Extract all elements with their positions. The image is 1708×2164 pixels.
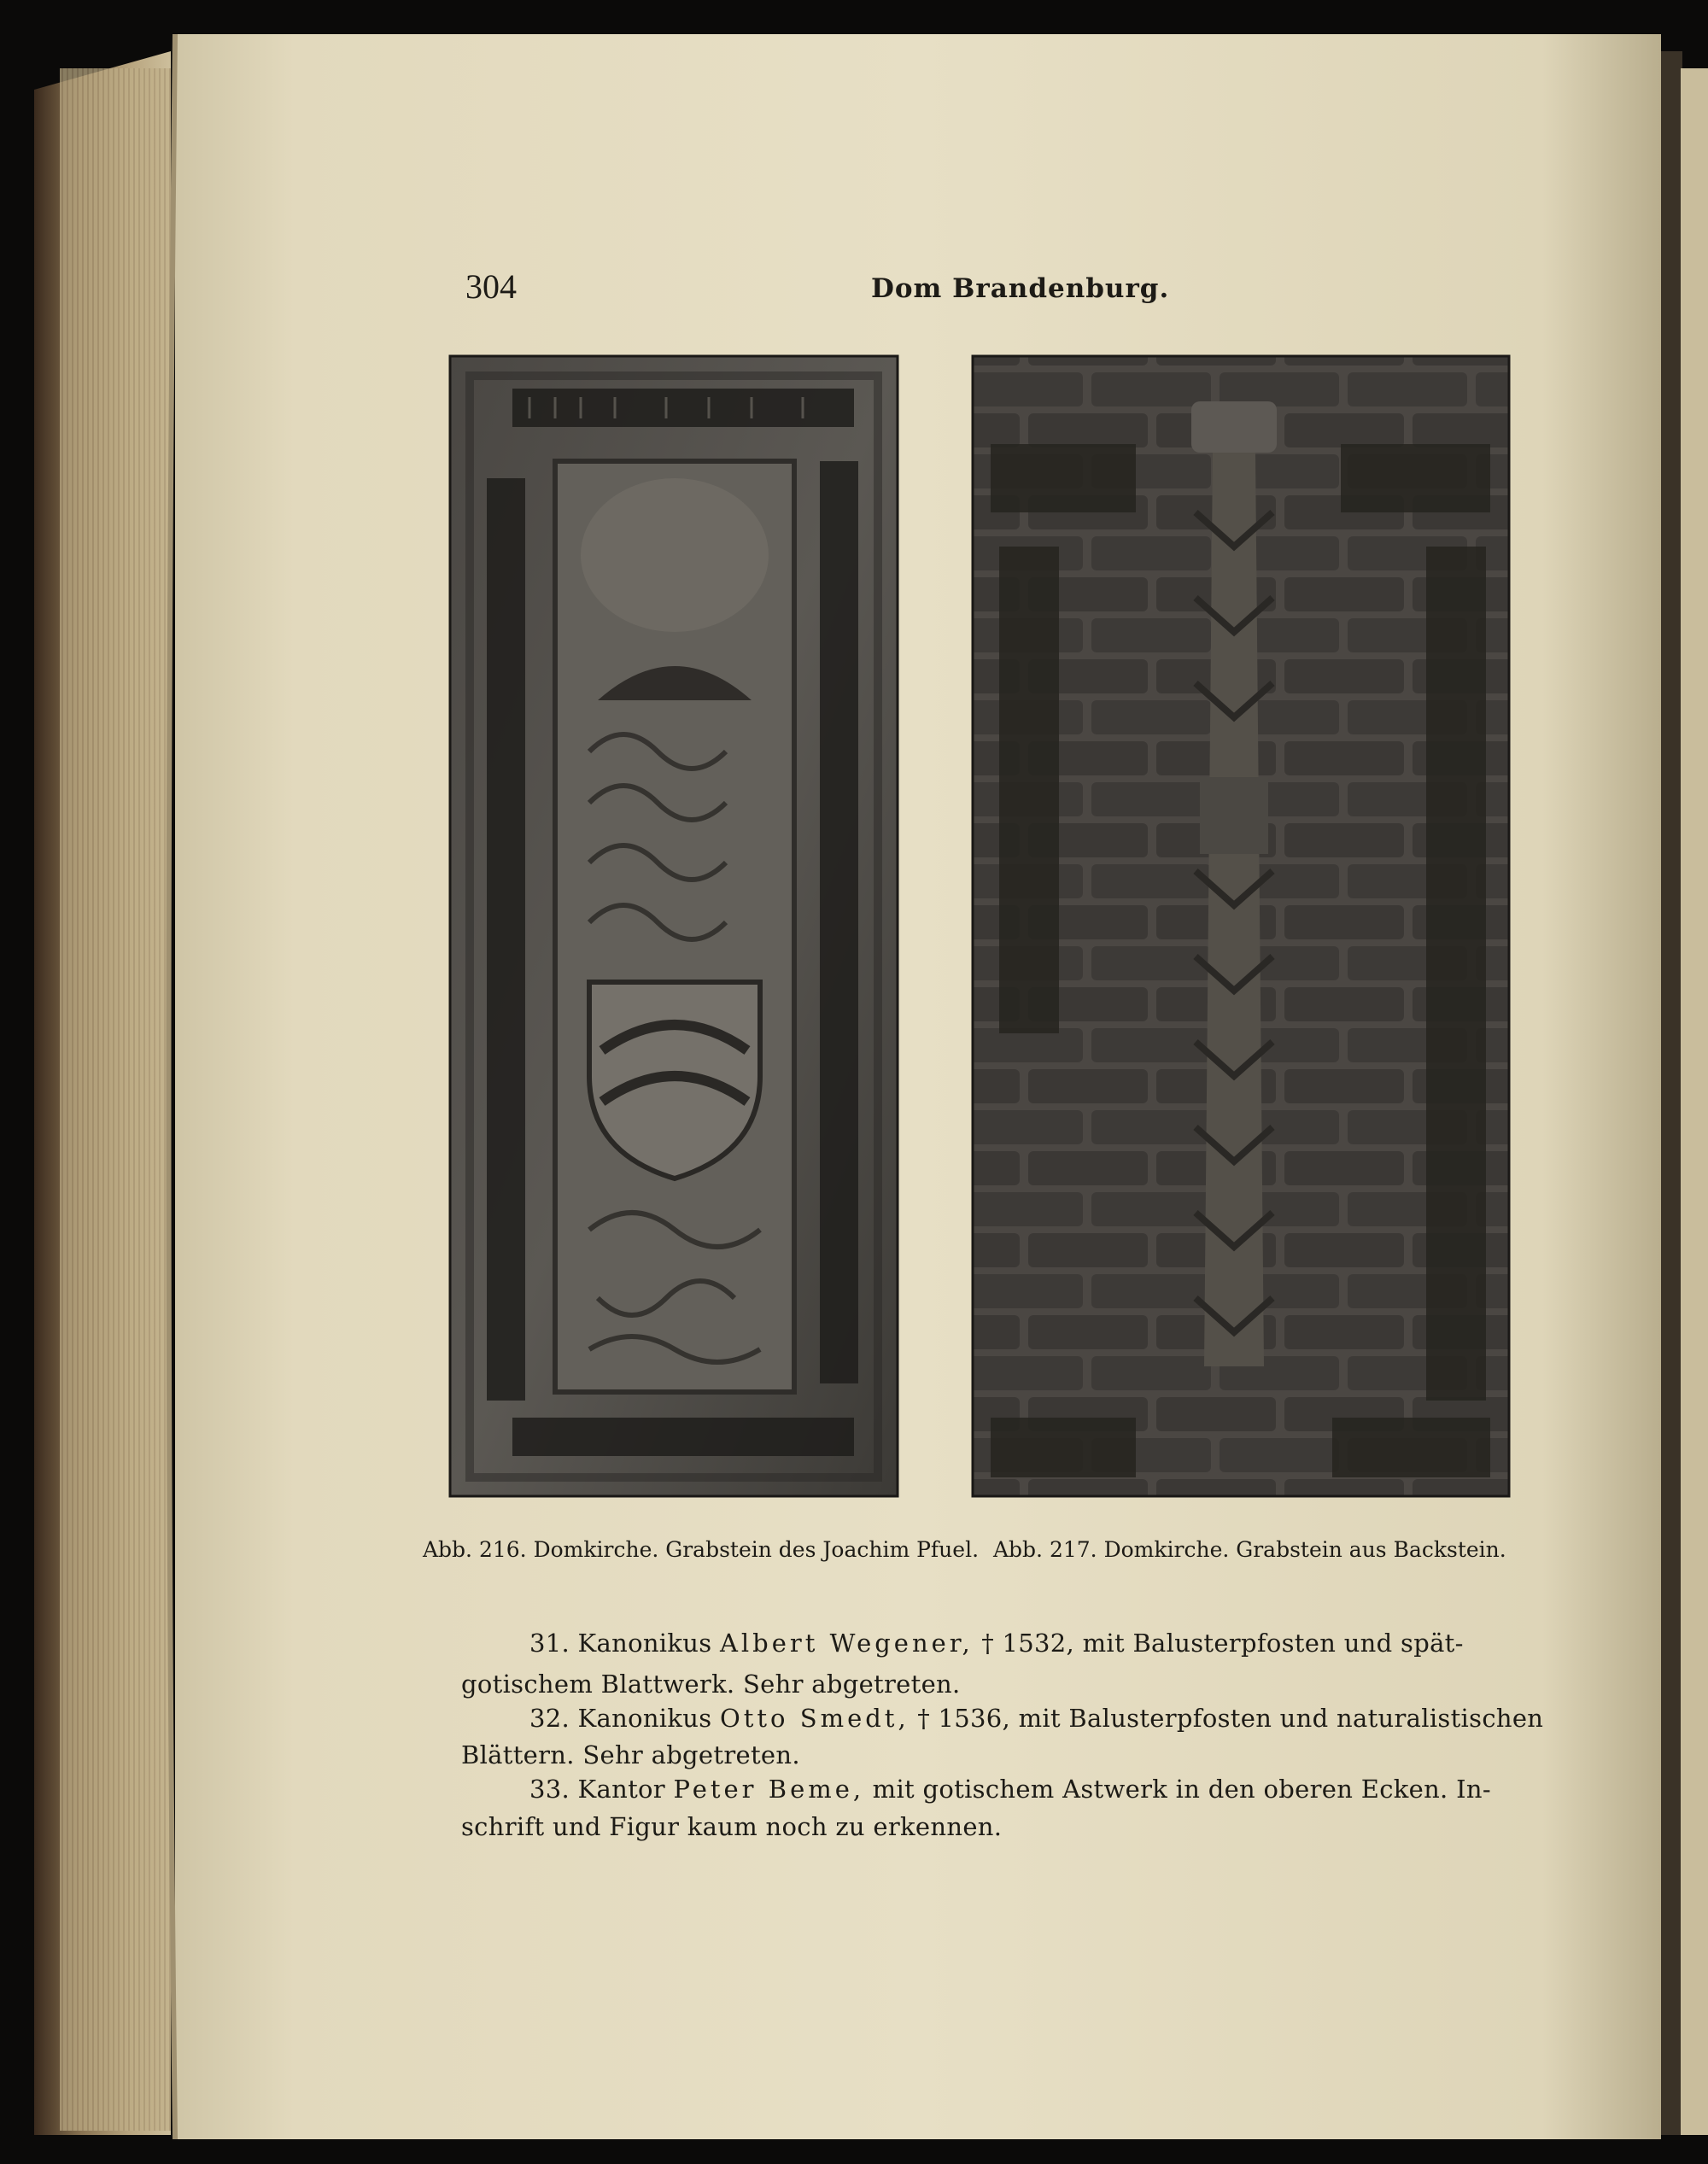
item-32-prefix: 32. Kanonikus [529, 1704, 712, 1733]
item-33-prefix: 33. Kantor [529, 1775, 665, 1804]
item-33-line-2: schrift und Figur kaum noch zu erkennen. [461, 1812, 1003, 1841]
item-33-line-1 [529, 1775, 1491, 1804]
figure-217-photo [973, 356, 1509, 1496]
item-31-name: Albert Wegener, [719, 1629, 974, 1658]
item-33-rest: mit gotischem Astwerk in den oberen Ecken. In- [872, 1775, 1491, 1804]
item-31-prefix: 31. Kanonikus [529, 1629, 712, 1658]
item-32-line-1 [529, 1704, 1543, 1733]
figure-216-photo [450, 356, 898, 1496]
figure-216-caption: Abb. 216. Domkirche. Grabstein des Joachim Pfuel. [423, 1537, 980, 1562]
item-32-name: Otto Smedt, [719, 1704, 910, 1733]
running-head: Dom Brandenburg. [871, 273, 1170, 304]
page-number: 304 [465, 267, 517, 306]
item-33-name: Peter Beme, [673, 1775, 865, 1804]
item-31-rest: † 1532, mit Balusterpfosten und spät- [981, 1629, 1464, 1658]
figure-217-caption: Abb. 217. Domkirche. Grabstein aus Backstein. [993, 1537, 1506, 1562]
item-32-rest: † 1536, mit Balusterpfosten und naturalistischen [917, 1704, 1544, 1733]
item-31-line-2: gotischem Blattwerk. Sehr abgetreten. [461, 1670, 961, 1699]
item-32-line-2: Blättern. Sehr abgetreten. [461, 1740, 800, 1769]
item-31-line-1 [529, 1629, 1464, 1658]
